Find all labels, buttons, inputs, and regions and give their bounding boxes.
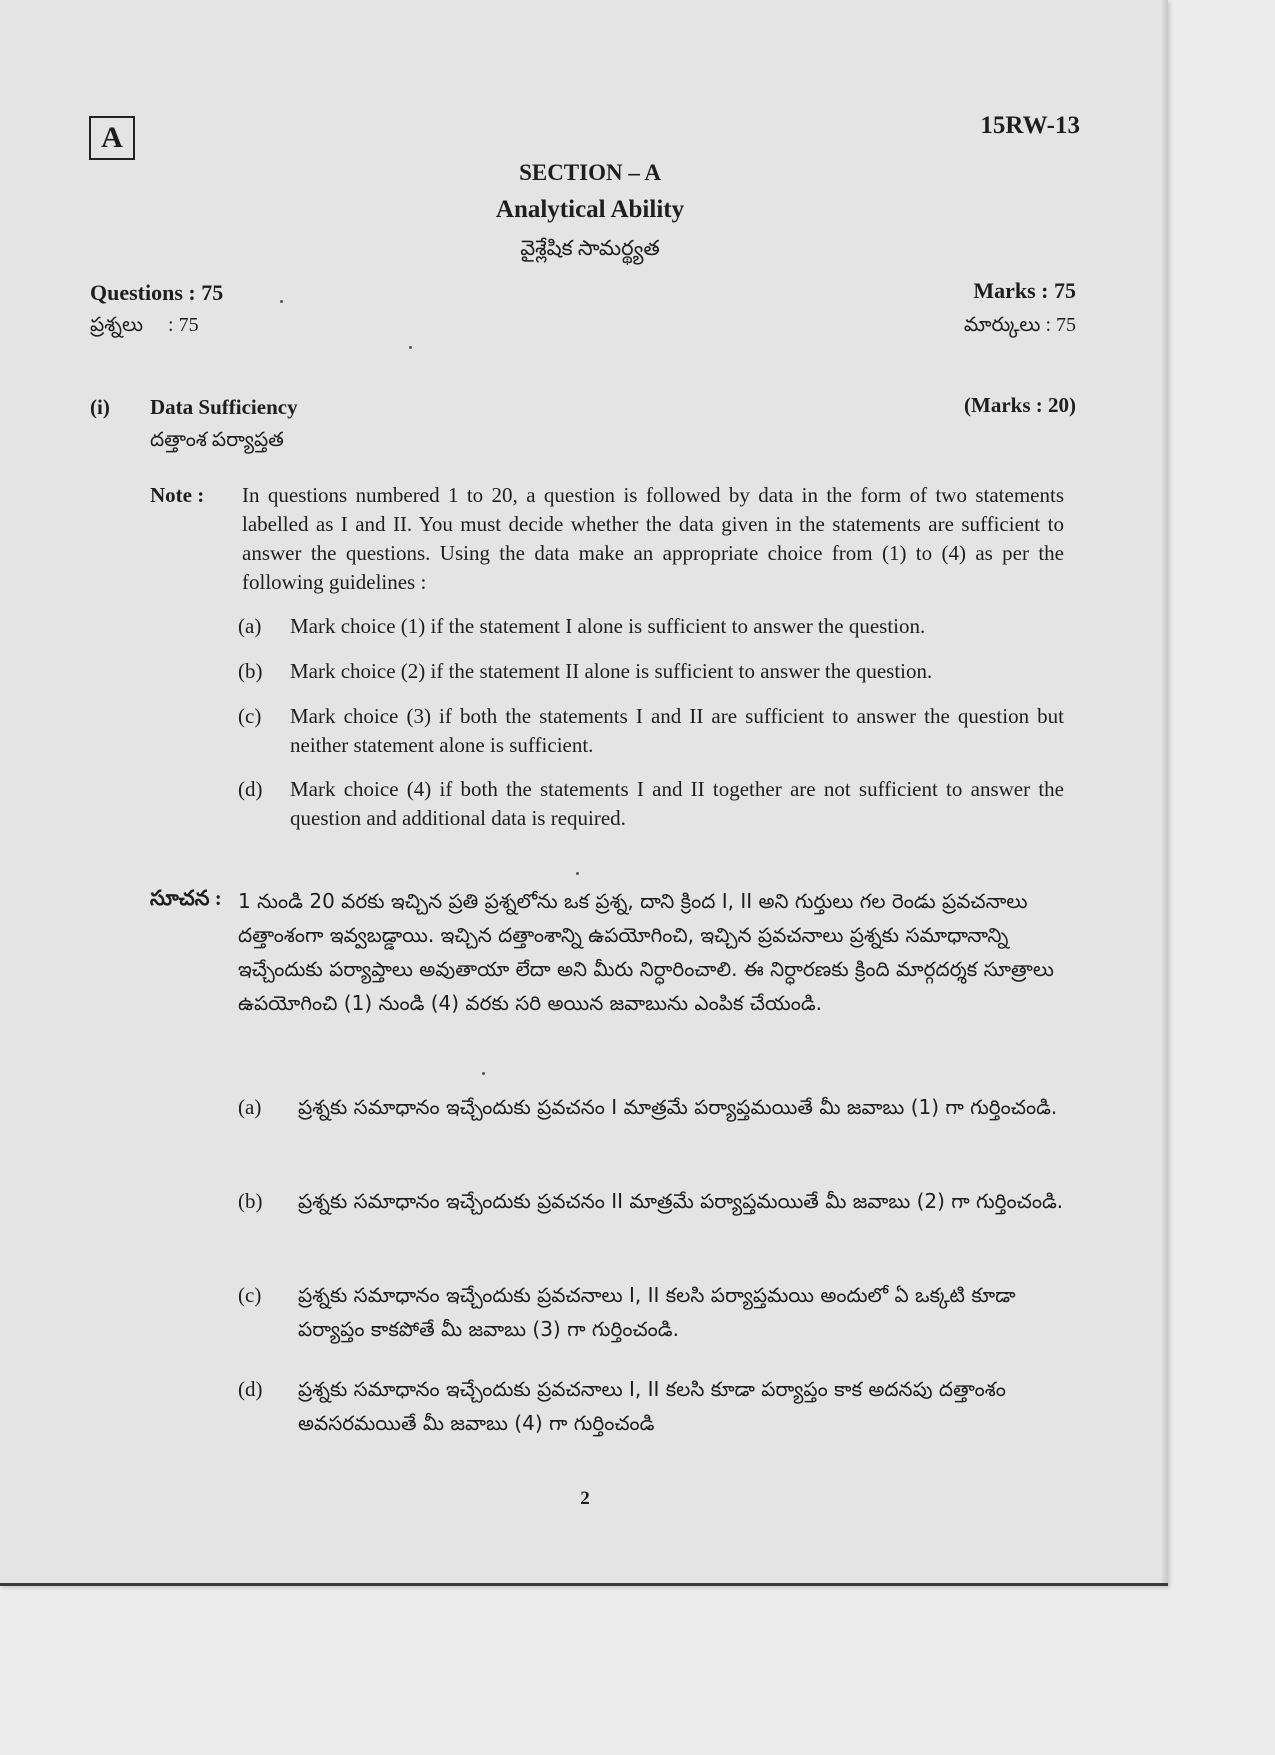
guideline-d: [238, 775, 1064, 833]
note-label-telugu: సూచన :: [150, 886, 222, 910]
section-subtitle: Analytical Ability: [495, 196, 685, 223]
guideline-d-telugu: [238, 1372, 1064, 1440]
subsection-title-telugu: దత్తాంశ పర్యాప్తత: [150, 429, 284, 451]
guideline-b: [238, 657, 1064, 686]
note-text-telugu: 1 నుండి 20 వరకు ఇచ్చిన ప్రతి ప్రశ్నలోను ఒక ప్రశ్న, దాని క్రింద I, II అని గుర్తులు గల రెండు ప్రవచనాలు దత్తాంశంగా ఇవ్వబడ్డాయి. ఇచ్చిన దత్తాంశాన్ని ఉపయోగించి, ఇచ్చిన ప్రవచనాలు ప్రశ్నకు సమాధానాన్ని ఇచ్చేందుకు పర్యాప్తాలు అవుతాయా లేదా అని మీరు నిర్ధారించాలి. ఈ నిర్ధారణకు క్రింది మార్గదర్శక సూత్రాలు ఉపయోగించి (1) నుండి (4) వరకు సరి అయిన జవాబును ఎంపిక చేయండి.: [238, 889, 1054, 1015]
guideline-text: Mark choice (4) if both the statements I and II together are not sufficient to answer the question and additional data is required.: [290, 777, 1064, 830]
section-subtitle-telugu: వైశ్లేషిక సామర్థ్యత: [520, 236, 660, 260]
series-box: A: [89, 116, 135, 160]
guideline-text: ప్రశ్నకు సమాధానం ఇచ్చేందుకు ప్రవచనం I మాత్రమే పర్యాప్తమయితే మీ జవాబు (1) గా గుర్తించండి.: [298, 1095, 1058, 1119]
guideline-text: ప్రశ్నకు సమాధానం ఇచ్చేందుకు ప్రవచనాలు I, II కలసి పర్యాప్తమయి అందులో ఏ ఒక్కటి కూడా పర్యాప్తం కాకపోతే మీ జవాబు (3) గా గుర్తించండి.: [298, 1283, 1016, 1341]
guideline-label: (b): [238, 659, 263, 683]
guideline-text: ప్రశ్నకు సమాధానం ఇచ్చేందుకు ప్రవచనం II మాత్రమే పర్యాప్తమయితే మీ జవాబు (2) గా గుర్తించండి.: [298, 1189, 1064, 1213]
guideline-label: (c): [238, 704, 262, 728]
marks-total-telugu: మార్కులు : 75: [963, 314, 1076, 336]
note-text: In questions numbered 1 to 20, a question is followed by data in the form of two statements labelled as I and II. You must decide whether the data given in the statements are sufficient to answer the questions. Using the data make an appropriate choice from (1) to (4) as per the following guidelines :: [242, 483, 1064, 594]
guideline-label: (a): [238, 1095, 262, 1119]
guideline-text: ప్రశ్నకు సమాధానం ఇచ్చేందుకు ప్రవచనాలు I, II కలసి కూడా పర్యాప్తం కాక అదనపు దత్తాంశం అవసరమయితే మీ జవాబు (4) గా గుర్తించండి: [298, 1377, 1006, 1435]
guideline-text: Mark choice (3) if both the statements I and II are sufficient to answer the question but neither statement alone is sufficient.: [290, 704, 1064, 757]
questions-count-telugu: ప్రశ్నలు : 75: [90, 314, 199, 336]
guideline-label: (d): [238, 1377, 263, 1401]
guideline-label: (d): [238, 777, 263, 801]
subsection-number: (i): [90, 395, 110, 419]
guideline-label: (c): [238, 1283, 262, 1307]
subsection-title: Data Sufficiency: [150, 395, 298, 419]
guideline-c: [238, 702, 1064, 760]
paper-code: 15RW-13: [980, 112, 1080, 139]
scan-speck: [280, 300, 283, 303]
guideline-text: Mark choice (2) if the statement II alone is sufficient to answer the question.: [290, 659, 933, 683]
questions-count: Questions : 75: [90, 280, 224, 305]
scan-speck: [482, 1072, 485, 1075]
section-title: SECTION – A: [519, 160, 661, 185]
marks-total: Marks : 75: [973, 278, 1076, 303]
guideline-label: (a): [238, 614, 262, 638]
scan-speck: [409, 346, 412, 349]
guideline-a: [238, 612, 1064, 641]
guideline-text: Mark choice (1) if the statement I alone is sufficient to answer the question.: [290, 614, 926, 638]
guideline-a-telugu: [238, 1090, 1064, 1124]
guideline-c-telugu: [238, 1278, 1064, 1346]
page-number: 2: [580, 1488, 590, 1509]
note-label: Note :: [150, 483, 205, 507]
scan-speck: [576, 872, 579, 875]
guideline-label: (b): [238, 1189, 263, 1213]
guideline-b-telugu: [238, 1184, 1064, 1218]
subsection-marks: (Marks : 20): [964, 393, 1076, 417]
